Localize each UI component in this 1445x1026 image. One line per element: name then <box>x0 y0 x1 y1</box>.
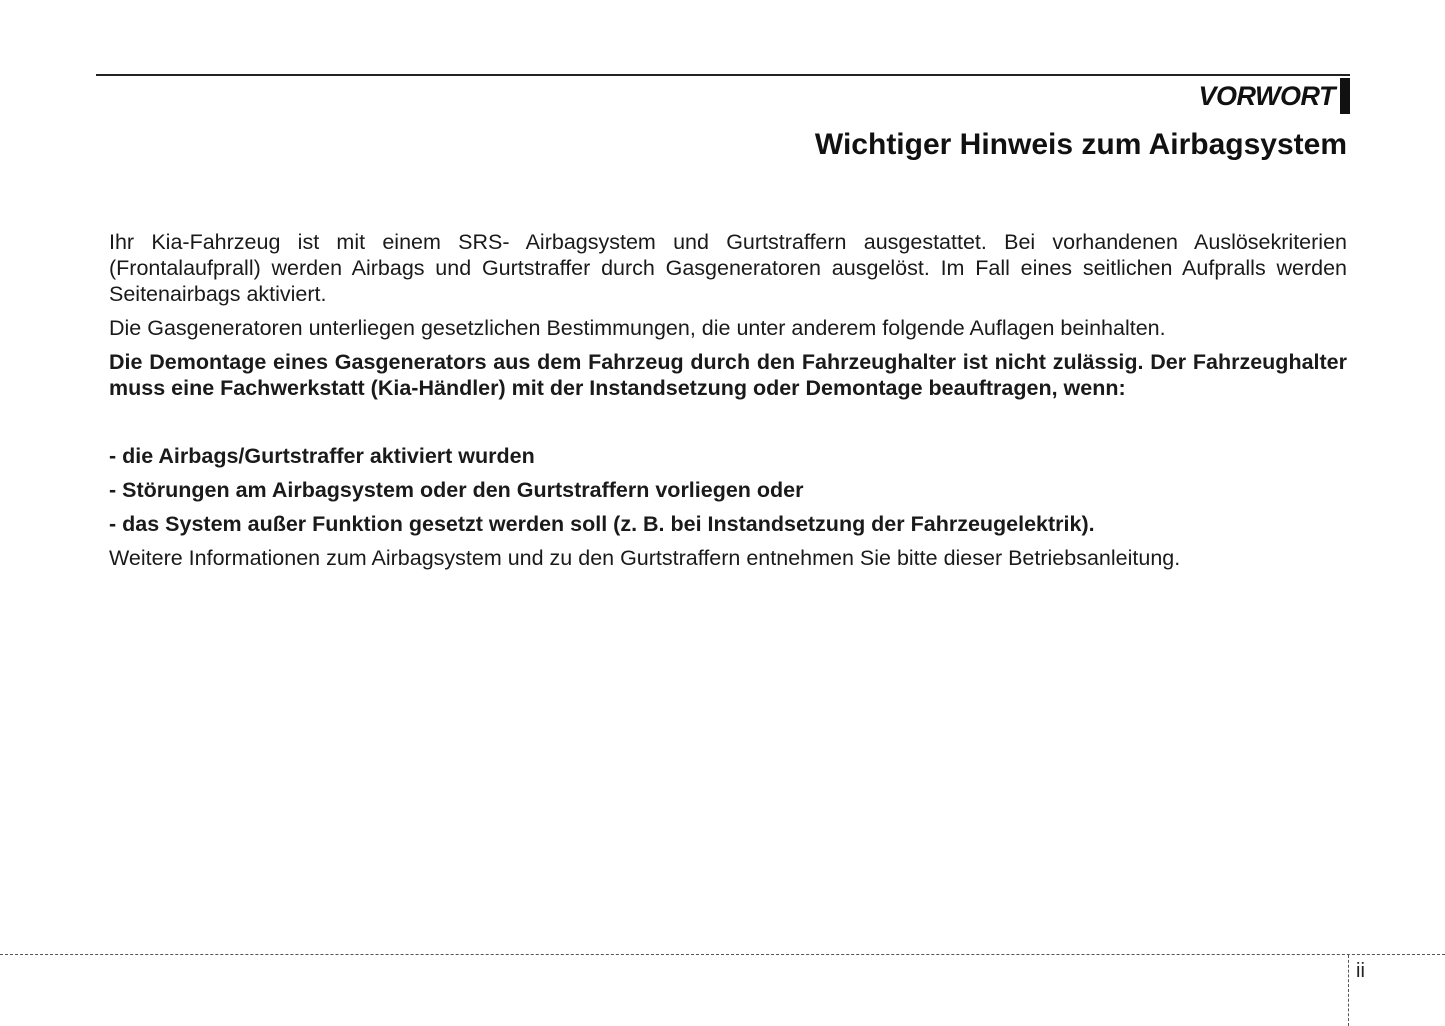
bullet-item: - die Airbags/Gurtstraffer aktiviert wurden <box>109 444 535 468</box>
bullet-item: - Störungen am Airbagsystem oder den Gurtstraffern vorliegen oder <box>109 478 804 502</box>
bold-notice-paragraph: Die Demontage eines Gasgenerators aus dem Fahrzeug durch den Fahrzeughalter ist nicht zulässig. Der Fahrzeughalter muss eine Fachwerkstatt (Kia-Händler) mit der Instandsetzung oder Demontage beauftragen, wenn: <box>109 350 1347 400</box>
footer-rule <box>0 954 1445 955</box>
footer-divider <box>1348 955 1349 1026</box>
document-body <box>109 229 1347 571</box>
section-header <box>1198 78 1350 114</box>
regulations-paragraph: Die Gasgeneratoren unterliegen gesetzlichen Bestimmungen, die unter anderem folgende Auflagen beinhalten. <box>109 316 1166 340</box>
closing-paragraph: Weitere Informationen zum Airbagsystem und zu den Gurtstraffern entnehmen Sie bitte dieser Betriebsanleitung. <box>109 546 1181 570</box>
section-marker <box>1340 78 1350 114</box>
bullet-item: - das System außer Funktion gesetzt werden soll (z. B. bei Instandsetzung der Fahrzeugelektrik). <box>109 512 1095 536</box>
header-rule <box>96 74 1350 76</box>
section-title: VORWORT <box>1198 81 1335 111</box>
page-number: ii <box>1356 960 1365 982</box>
page-heading: Wichtiger Hinweis zum Airbagsystem <box>814 128 1347 161</box>
intro-paragraph: Ihr Kia-Fahrzeug ist mit einem SRS- Airbagsystem und Gurtstraffern ausgestattet. Bei vorhandenen Auslösekriterien (Frontalaufprall) werden Airbags und Gurtstraffer durch Gasgeneratoren ausgelöst. Im Fall eines seitlichen Aufpralls werden Seitenairbags aktiviert. <box>109 230 1347 306</box>
